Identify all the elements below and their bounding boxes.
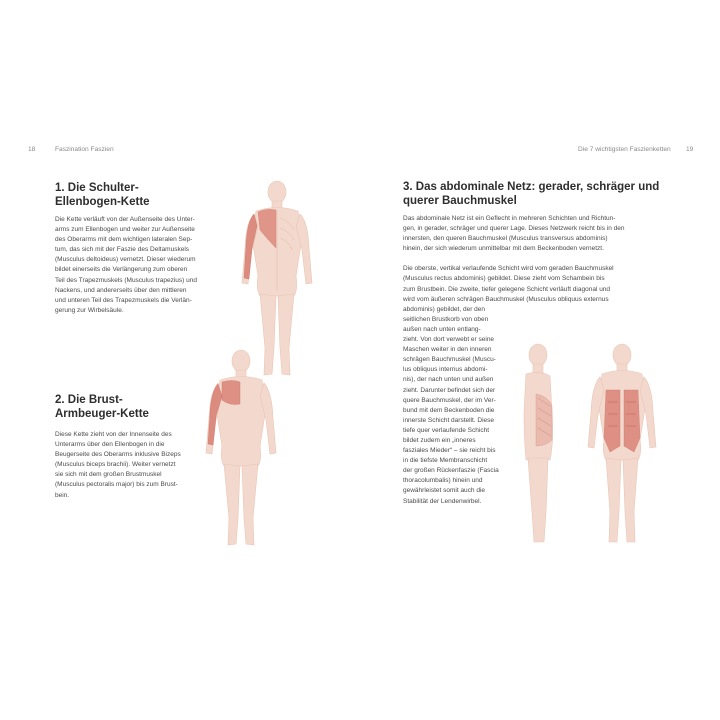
body-line: Teil des Trapezmuskels (Musculus trapezius) und bbox=[55, 276, 197, 284]
section-2-heading-line-1: 2. Die Brust- bbox=[55, 394, 123, 406]
body-line: gerung zur Wirbelsäule. bbox=[55, 306, 124, 314]
body-line: schrägen Bauchmuskel (Muscu- bbox=[403, 356, 496, 364]
body-line: bildet zudem ein „inneres bbox=[403, 436, 476, 444]
body-line: Beugerseite des Oberarms inklusive Bizeps bbox=[55, 451, 181, 459]
body-line: des Oberarms mit dem wichtigen lateralen Sep- bbox=[55, 236, 193, 244]
body-line: (Musculus biceps brachii). Weiter vernetzt bbox=[55, 461, 176, 469]
body-line: hinein, der sich wiederum unmittelbar mit dem Beckenboden vernetzt. bbox=[403, 245, 604, 253]
figure-abdominal-front-view bbox=[584, 342, 660, 550]
body-line: Unterarms über den Ellenbogen in die bbox=[55, 441, 165, 449]
body-line: innersten, den queren Bauchmuskel (Musculus transversus abdominis) bbox=[403, 235, 608, 243]
section-3-heading bbox=[403, 180, 693, 208]
body-line: bildet einerseits die Verlängerung zum oberen bbox=[55, 266, 188, 274]
body-line: in die tiefste Membranschicht bbox=[403, 457, 488, 465]
body-line: Diese Kette zieht von der Innenseite des bbox=[55, 431, 172, 438]
body-line: tiefe quer verlaufende Schicht bbox=[403, 426, 489, 434]
body-line: bein. bbox=[55, 491, 70, 499]
body-line: sie sich mit dem großen Brustmuskel bbox=[55, 471, 162, 479]
section-1-heading bbox=[55, 181, 215, 209]
body-line: zieht. Von dort verwebt er seine bbox=[403, 336, 495, 344]
body-line: innerste Schicht darstellt. Diese bbox=[403, 416, 495, 424]
section-3-heading-line-2: querer Bauchmuskel bbox=[403, 195, 517, 207]
section-1-heading-line-2: Ellenbogen-Kette bbox=[55, 196, 150, 208]
right-running-title: Die 7 wichtigsten Faszienketten bbox=[578, 146, 671, 153]
body-line: Nackens, und andererseits über den mittleren bbox=[55, 286, 187, 294]
body-line: tum, das sich mit der Faszie des Deltamuskels bbox=[55, 246, 190, 254]
body-line: zieht. Darunter befindet sich der bbox=[403, 386, 496, 394]
body-line: (Musculus pectoralis major) bis zum Brust- bbox=[55, 481, 178, 489]
body-silhouette bbox=[588, 344, 656, 542]
figure-abdominal-side-view bbox=[512, 342, 562, 550]
body-line: außen nach unten entlang- bbox=[403, 325, 481, 333]
body-line: abdominis) gebildet, der den bbox=[403, 305, 486, 313]
section-2 bbox=[55, 393, 215, 501]
body-line: gen, in gerader, schräger und querer Lage. Dieses Netzwerk reicht bis in den bbox=[403, 225, 625, 233]
left-page-number: 18 bbox=[28, 146, 36, 153]
body-line: gewährleistet somit auch die bbox=[403, 487, 486, 495]
body-line: Das abdominale Netz ist ein Geflecht in mehreren Schichten und Richtun- bbox=[403, 215, 616, 222]
figure-chest-arm-flexor-chain bbox=[200, 348, 282, 551]
body-line: zum Brustbein. Die zweite, tiefer gelegene Schicht verläuft diagonal und bbox=[403, 285, 611, 293]
section-3-heading-line-1: 3. Das abdominale Netz: gerader, schräger und bbox=[403, 181, 660, 193]
section-2-heading bbox=[55, 393, 215, 421]
section-2-body bbox=[55, 430, 215, 501]
section-1-body bbox=[55, 215, 215, 316]
body-silhouette bbox=[206, 350, 276, 545]
body-line: nis), der nach unten und außen bbox=[403, 376, 494, 384]
body-line: Stabilität der Lendenwirbel. bbox=[403, 497, 482, 505]
body-line: seitlichen Brustkorb von oben bbox=[403, 315, 489, 323]
body-line: (Musculus rectus abdominis) gebildet. Diese zieht vom Schambein bis bbox=[403, 275, 605, 283]
body-line: quere Bauchmuskel, der im Ver- bbox=[403, 396, 496, 404]
body-line: Maschen weiter in den inneren bbox=[403, 346, 492, 354]
body-line: (Musculus deltoideus) vernetzt. Dieser wiederum bbox=[55, 256, 196, 264]
section-3-para-1 bbox=[403, 214, 693, 254]
body-line: arms zum Ellenbogen und weiter zur Außenseite bbox=[55, 226, 195, 234]
body-line: wird vom äußeren schrägen Bauchmuskel (Musculus obliquus externus bbox=[403, 295, 609, 303]
left-running-title: Faszination Faszien bbox=[55, 146, 114, 153]
body-line: Die oberste, vertikal verlaufende Schicht wird vom geraden Bauchmuskel bbox=[403, 265, 614, 273]
section-1-heading-line-1: 1. Die Schulter- bbox=[55, 182, 139, 194]
right-page-number: 19 bbox=[686, 146, 694, 153]
section-1 bbox=[55, 181, 215, 316]
body-line: der großen Rückenfaszie (Fascia bbox=[403, 467, 499, 475]
body-line: fasziales Mieder“ – sie reicht bis bbox=[403, 447, 496, 455]
body-line: Die Kette verläuft von der Außenseite des Unter- bbox=[55, 216, 195, 223]
body-line: thoracolumbalis) hinein und bbox=[403, 477, 483, 485]
section-2-heading-line-2: Armbeuger-Kette bbox=[55, 408, 149, 420]
body-line: bund mit dem Beckenboden die bbox=[403, 406, 495, 414]
body-line: und unteren Teil des Trapezmuskels die Verlän- bbox=[55, 296, 192, 304]
abdominal-muscle-highlight bbox=[536, 394, 552, 446]
body-line: lus obliquus internus abdomi- bbox=[403, 366, 488, 374]
